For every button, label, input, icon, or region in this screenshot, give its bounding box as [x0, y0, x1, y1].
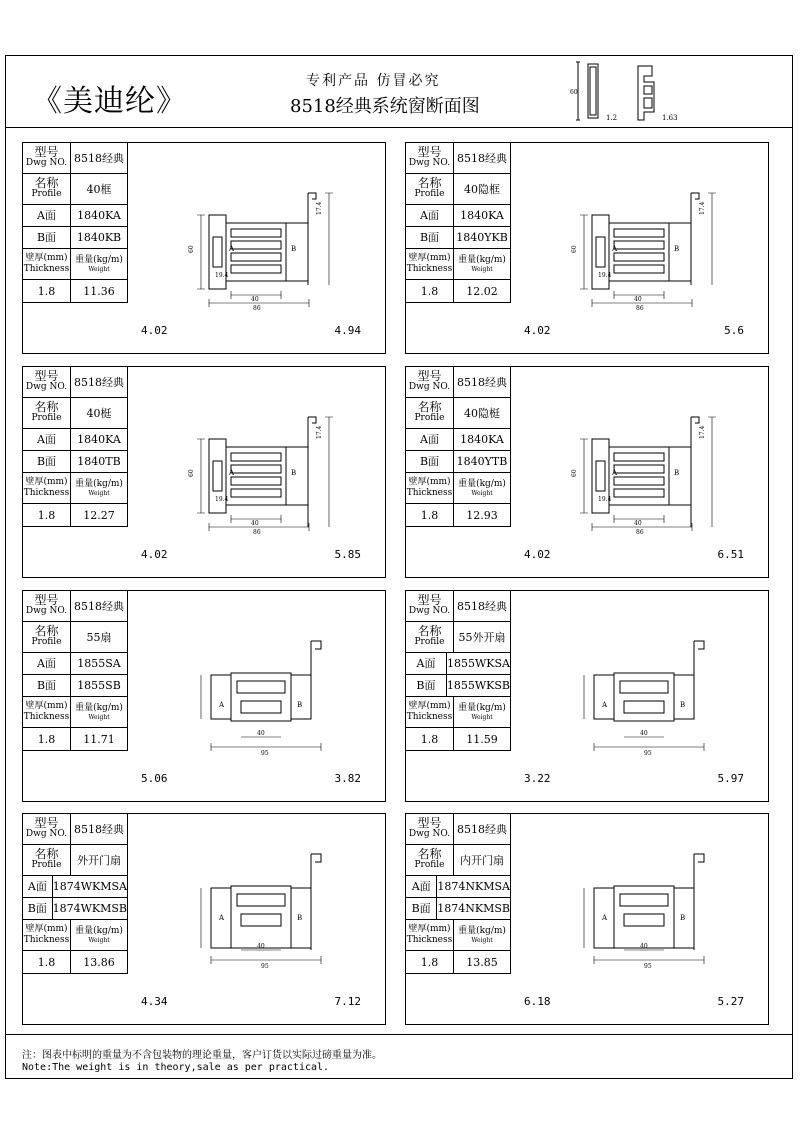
name-label-cn: 名称 — [417, 847, 442, 861]
name-label-cn: 名称 — [417, 400, 442, 414]
svg-text:17.4: 17.4 — [316, 201, 323, 215]
a-face-label: A面 — [406, 205, 454, 226]
svg-text:95: 95 — [644, 750, 652, 757]
profile-panel — [405, 590, 769, 802]
spec-table — [406, 367, 511, 527]
thickness-value: 1.8 — [23, 951, 71, 973]
svg-text:40: 40 — [634, 520, 642, 527]
footer-note-en: Note:The weight is in theory,sale as per practical. — [22, 1062, 330, 1073]
weight-label-en: Weight — [88, 265, 110, 273]
svg-text:86: 86 — [636, 529, 644, 536]
thickness-label-cn: 壁厚(mm) — [408, 701, 451, 711]
weight-label-cn: 重量(kg/m) — [75, 702, 123, 713]
thickness-value: 1.8 — [406, 504, 454, 526]
svg-text:A: A — [602, 914, 608, 922]
b-face-weight: 7.12 — [334, 995, 361, 1008]
a-face-weight: 4.02 — [524, 548, 551, 561]
a-face-label: A面 — [406, 429, 454, 450]
type-label-cn: 型号 — [417, 369, 442, 383]
type-label-cn: 型号 — [417, 593, 442, 607]
svg-text:17.4: 17.4 — [699, 201, 706, 215]
a-face-value: 1874WKMSA — [52, 880, 127, 893]
weight-label-cn: 重量(kg/m) — [458, 478, 506, 489]
type-label-cn: 型号 — [34, 593, 59, 607]
profile-cross-section — [131, 824, 381, 984]
svg-text:19.4: 19.4 — [215, 496, 229, 503]
name-label-en: Profile — [31, 860, 62, 870]
dwg-value: 8518经典 — [74, 151, 124, 165]
dwg-value: 8518经典 — [457, 599, 507, 613]
thickness-label-cn: 壁厚(mm) — [25, 701, 68, 711]
type-label-cn: 型号 — [34, 816, 59, 830]
type-label-cn: 型号 — [34, 145, 59, 159]
weight-value: 13.85 — [466, 955, 498, 969]
svg-text:40: 40 — [257, 943, 265, 950]
profile-cross-section — [514, 601, 764, 761]
a-face-value: 1840KA — [460, 433, 504, 446]
name-label-en: Profile — [31, 637, 62, 647]
name-label-cn: 名称 — [34, 624, 59, 638]
a-face-value: 1855SA — [77, 657, 121, 670]
svg-text:19.4: 19.4 — [598, 496, 612, 503]
fig-dim-right: 1.63 — [662, 114, 678, 122]
profile-panel — [22, 366, 386, 578]
dwg-value: 8518经典 — [457, 375, 507, 389]
weight-label-cn: 重量(kg/m) — [75, 925, 123, 936]
profile-cross-section — [131, 153, 381, 313]
type-label-en: Dwg NO. — [25, 829, 68, 839]
name-label-cn: 名称 — [417, 624, 442, 638]
svg-text:86: 86 — [253, 305, 261, 312]
weight-label-cn: 重量(kg/m) — [75, 478, 123, 489]
b-face-value: 1874NKMSB — [437, 902, 510, 915]
dwg-value: 8518经典 — [74, 599, 124, 613]
b-face-value: 1840YKB — [456, 231, 508, 244]
thickness-value: 1.8 — [23, 728, 71, 750]
a-face-weight: 6.18 — [524, 995, 551, 1008]
brand-logo-text: 《美迪纶》 — [32, 84, 187, 119]
thickness-value: 1.8 — [406, 280, 454, 302]
weight-label-en: Weight — [471, 713, 493, 721]
fig-dim-height: 60 — [570, 89, 578, 96]
thickness-label-cn: 壁厚(mm) — [25, 924, 68, 934]
svg-text:B: B — [674, 245, 680, 253]
svg-text:95: 95 — [261, 750, 269, 757]
page-title: 8518经典系统窗断面图 — [290, 96, 480, 117]
header-divider — [5, 127, 793, 128]
thickness-label-en: Thickness — [406, 935, 453, 945]
weight-label-en: Weight — [88, 936, 110, 944]
svg-text:B: B — [291, 245, 297, 253]
svg-text:17.4: 17.4 — [699, 425, 706, 439]
svg-text:19.4: 19.4 — [215, 272, 229, 279]
b-face-value: 1840YTB — [456, 455, 508, 468]
name-label-cn: 名称 — [34, 176, 59, 190]
type-label-cn: 型号 — [417, 816, 442, 830]
b-face-value: 1840TB — [77, 455, 121, 468]
a-face-value: 1874NKMSA — [437, 880, 510, 893]
profile-value: 40隐梃 — [464, 406, 500, 420]
spec-table — [406, 143, 511, 303]
weight-label-cn: 重量(kg/m) — [458, 925, 506, 936]
spec-table — [23, 367, 128, 527]
weight-label-cn: 重量(kg/m) — [75, 254, 123, 265]
a-face-value: 1840KA — [77, 433, 121, 446]
svg-text:A: A — [229, 469, 235, 477]
profile-cross-section — [514, 824, 764, 984]
profile-panel — [22, 142, 386, 354]
a-face-value: 1840KA — [77, 209, 121, 222]
svg-text:40: 40 — [640, 730, 648, 737]
a-face-weight: 4.02 — [524, 324, 551, 337]
weight-label-en: Weight — [471, 265, 493, 273]
svg-text:17.4: 17.4 — [316, 425, 323, 439]
footer-note-cn: 注：图表中标明的重量为不含包装物的理论重量，客户订货以实际过磅重量为准。 — [22, 1050, 382, 1061]
svg-text:60: 60 — [571, 245, 578, 253]
type-label-cn: 型号 — [34, 369, 59, 383]
b-face-label: B面 — [23, 675, 71, 696]
weight-value: 12.93 — [466, 508, 498, 522]
svg-text:A: A — [229, 245, 235, 253]
svg-text:B: B — [680, 701, 686, 709]
b-face-weight: 5.97 — [717, 772, 744, 785]
svg-text:B: B — [297, 701, 303, 709]
thickness-label-cn: 壁厚(mm) — [25, 253, 68, 263]
svg-text:B: B — [680, 914, 686, 922]
weight-value: 11.59 — [466, 732, 498, 746]
name-label-cn: 名称 — [417, 176, 442, 190]
profile-cross-section — [131, 601, 381, 761]
b-face-weight: 6.51 — [717, 548, 744, 561]
svg-text:40: 40 — [251, 520, 259, 527]
slogan: 专利产品 仿冒必究 — [306, 73, 441, 89]
profile-panel — [22, 590, 386, 802]
profile-cross-section — [514, 377, 764, 537]
b-face-weight: 4.94 — [334, 324, 361, 337]
b-face-weight: 3.82 — [334, 772, 361, 785]
type-label-en: Dwg NO. — [25, 382, 68, 392]
profile-value: 40梃 — [86, 406, 112, 420]
b-face-label: B面 — [406, 227, 454, 248]
type-label-en: Dwg NO. — [25, 606, 68, 616]
svg-text:A: A — [612, 245, 618, 253]
svg-text:B: B — [674, 469, 680, 477]
name-label-cn: 名称 — [34, 400, 59, 414]
svg-text:B: B — [297, 914, 303, 922]
profile-value: 55外开扇 — [458, 630, 506, 644]
svg-text:A: A — [602, 701, 608, 709]
a-face-weight: 4.02 — [141, 548, 168, 561]
thickness-label-en: Thickness — [406, 712, 453, 722]
name-label-en: Profile — [31, 413, 62, 423]
svg-text:86: 86 — [636, 305, 644, 312]
thickness-label-en: Thickness — [23, 712, 70, 722]
a-face-label: A面 — [406, 876, 437, 897]
b-face-value: 1855SB — [77, 679, 121, 692]
thickness-label-en: Thickness — [406, 264, 453, 274]
profile-value: 55扇 — [86, 630, 112, 644]
weight-label-en: Weight — [471, 936, 493, 944]
weight-label-en: Weight — [471, 489, 493, 497]
profile-panel — [405, 142, 769, 354]
weight-value: 11.36 — [83, 284, 115, 298]
spec-table — [23, 814, 128, 974]
thickness-value: 1.8 — [23, 280, 71, 302]
thickness-label-en: Thickness — [23, 264, 70, 274]
svg-text:95: 95 — [644, 963, 652, 970]
dwg-value: 8518经典 — [74, 375, 124, 389]
weight-value: 13.86 — [83, 955, 115, 969]
a-face-label: A面 — [23, 429, 71, 450]
name-label-en: Profile — [414, 413, 445, 423]
profile-panel — [22, 813, 386, 1025]
spec-table — [23, 143, 128, 303]
svg-text:86: 86 — [253, 529, 261, 536]
spec-table — [406, 591, 511, 751]
dwg-value: 8518经典 — [74, 822, 124, 836]
spec-table — [406, 814, 511, 974]
weight-label-cn: 重量(kg/m) — [458, 254, 506, 265]
a-face-weight: 4.02 — [141, 324, 168, 337]
svg-text:60: 60 — [571, 469, 578, 477]
svg-text:95: 95 — [261, 963, 269, 970]
a-face-label: A面 — [406, 653, 447, 674]
profile-panel — [405, 813, 769, 1025]
b-face-label: B面 — [406, 898, 437, 919]
b-face-value: 1855WKSB — [446, 679, 510, 692]
thickness-label-cn: 壁厚(mm) — [408, 477, 451, 487]
type-label-en: Dwg NO. — [408, 382, 451, 392]
svg-text:40: 40 — [251, 296, 259, 303]
a-face-value: 1840KA — [460, 209, 504, 222]
b-face-weight: 5.85 — [334, 548, 361, 561]
b-face-weight: 5.6 — [724, 324, 744, 337]
name-label-cn: 名称 — [34, 847, 59, 861]
footer-divider — [5, 1034, 793, 1035]
name-label-en: Profile — [414, 189, 445, 199]
svg-text:A: A — [219, 701, 225, 709]
b-face-value: 1874WKMSB — [52, 902, 127, 915]
thickness-label-cn: 壁厚(mm) — [25, 477, 68, 487]
b-face-label: B面 — [23, 227, 71, 248]
b-face-label: B面 — [406, 451, 454, 472]
thickness-label-cn: 壁厚(mm) — [408, 253, 451, 263]
thickness-value: 1.8 — [406, 951, 454, 973]
weight-label-en: Weight — [88, 713, 110, 721]
profile-value: 外开门扇 — [77, 853, 121, 867]
type-label-cn: 型号 — [417, 145, 442, 159]
fig-dim-left: 1.2 — [606, 114, 618, 122]
b-face-label: B面 — [23, 898, 53, 919]
svg-text:60: 60 — [188, 469, 195, 477]
thickness-value: 1.8 — [23, 504, 71, 526]
weight-value: 12.27 — [83, 508, 115, 522]
dwg-value: 8518经典 — [457, 151, 507, 165]
svg-text:A: A — [612, 469, 618, 477]
thickness-label-en: Thickness — [23, 935, 70, 945]
svg-text:19.4: 19.4 — [598, 272, 612, 279]
header-profile-figure — [568, 58, 708, 126]
profile-cross-section — [514, 153, 764, 313]
a-face-weight: 5.06 — [141, 772, 168, 785]
a-face-weight: 4.34 — [141, 995, 168, 1008]
thickness-label-en: Thickness — [406, 488, 453, 498]
svg-text:40: 40 — [640, 943, 648, 950]
type-label-en: Dwg NO. — [25, 158, 68, 168]
dwg-value: 8518经典 — [457, 822, 507, 836]
thickness-label-en: Thickness — [23, 488, 70, 498]
profile-panel — [405, 366, 769, 578]
weight-value: 12.02 — [466, 284, 498, 298]
profile-value: 内开门扇 — [460, 853, 504, 867]
a-face-label: A面 — [23, 653, 71, 674]
name-label-en: Profile — [31, 189, 62, 199]
svg-text:40: 40 — [634, 296, 642, 303]
name-label-en: Profile — [414, 860, 445, 870]
weight-label-cn: 重量(kg/m) — [458, 702, 506, 713]
weight-label-en: Weight — [88, 489, 110, 497]
b-face-label: B面 — [406, 675, 447, 696]
svg-text:60: 60 — [188, 245, 195, 253]
svg-text:B: B — [291, 469, 297, 477]
svg-text:A: A — [219, 914, 225, 922]
type-label-en: Dwg NO. — [408, 606, 451, 616]
spec-table — [23, 591, 128, 751]
b-face-weight: 5.27 — [717, 995, 744, 1008]
svg-text:40: 40 — [257, 730, 265, 737]
profile-value: 40隐框 — [464, 182, 500, 196]
b-face-value: 1840KB — [76, 231, 122, 244]
name-label-en: Profile — [414, 637, 445, 647]
a-face-label: A面 — [23, 205, 71, 226]
thickness-label-cn: 壁厚(mm) — [408, 924, 451, 934]
weight-value: 11.71 — [83, 732, 115, 746]
thickness-value: 1.8 — [406, 728, 454, 750]
a-face-label: A面 — [23, 876, 53, 897]
type-label-en: Dwg NO. — [408, 158, 451, 168]
profile-cross-section — [131, 377, 381, 537]
b-face-label: B面 — [23, 451, 71, 472]
profile-value: 40框 — [86, 182, 112, 196]
a-face-value: 1855WKSA — [447, 657, 510, 670]
type-label-en: Dwg NO. — [408, 829, 451, 839]
a-face-weight: 3.22 — [524, 772, 551, 785]
